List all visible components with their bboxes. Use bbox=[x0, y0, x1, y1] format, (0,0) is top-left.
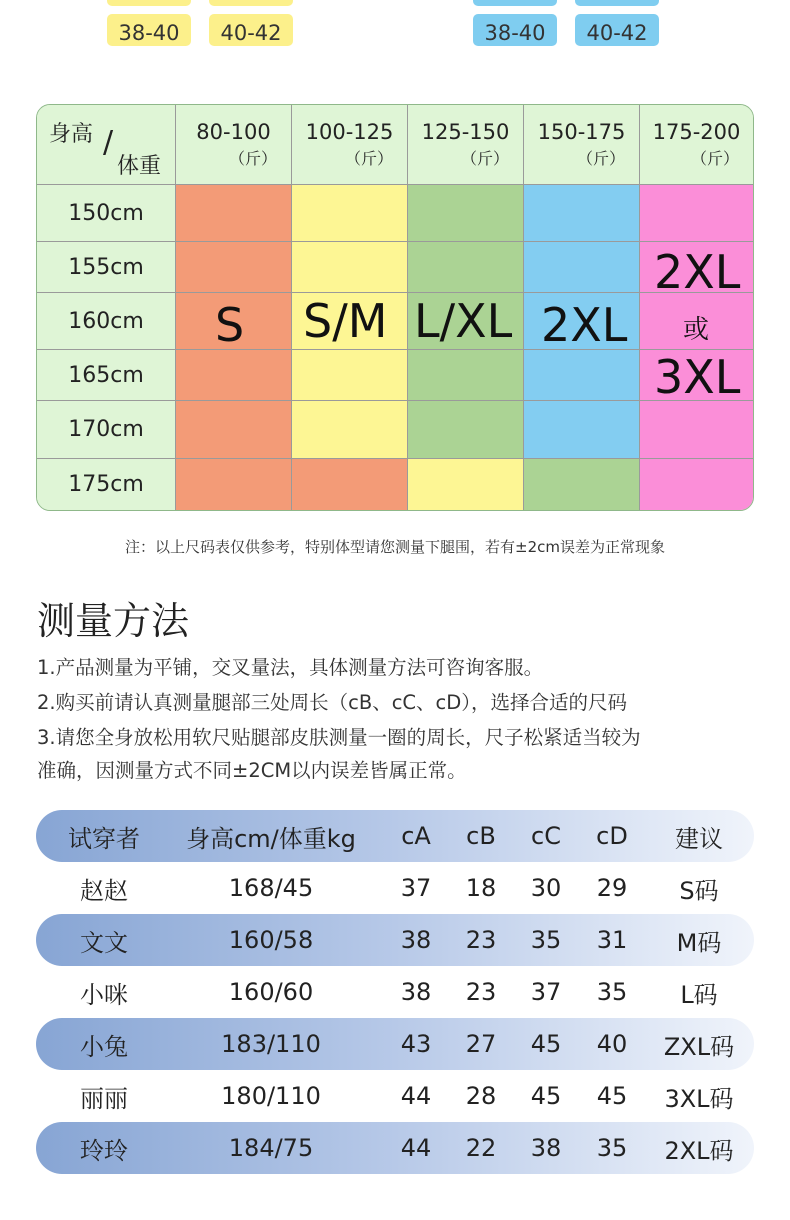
size-cell bbox=[524, 350, 640, 401]
size-label-sm: S/M bbox=[303, 294, 388, 348]
size-label-lxl: L/XL bbox=[414, 294, 513, 348]
weight-unit: （斤） bbox=[228, 149, 277, 168]
column-header: cC bbox=[531, 822, 561, 850]
measure-cb: 27 bbox=[465, 1030, 497, 1058]
height-weight: 184/75 bbox=[228, 1134, 314, 1162]
size-cell bbox=[524, 185, 640, 242]
measure-cb: 23 bbox=[465, 978, 497, 1006]
table-row bbox=[36, 862, 754, 914]
height-cell: 150cm bbox=[37, 185, 176, 242]
column-header: 试穿者 bbox=[68, 824, 140, 853]
size-tag bbox=[575, 0, 659, 6]
method-line: 准确，因测量方式不同±2CM以内误差皆属正常。 bbox=[37, 759, 467, 782]
weight-range: 100-125 bbox=[305, 120, 394, 144]
measure-cc: 35 bbox=[530, 926, 562, 954]
column-header: 身高cm/体重kg bbox=[186, 824, 356, 853]
size-cell bbox=[524, 459, 640, 510]
measure-ca: 38 bbox=[400, 978, 432, 1006]
weight-header bbox=[176, 105, 292, 185]
tester-name: 丽丽 bbox=[80, 1084, 128, 1113]
size-label-or: 或 bbox=[683, 315, 710, 345]
size-cell bbox=[408, 185, 524, 242]
suggested-size: L码 bbox=[680, 980, 718, 1009]
measure-cb: 23 bbox=[465, 926, 497, 954]
measure-ca: 44 bbox=[400, 1082, 432, 1110]
measure-cd: 40 bbox=[596, 1030, 628, 1058]
measure-ca: 38 bbox=[400, 926, 432, 954]
size-cell bbox=[176, 185, 292, 242]
tester-name: 小兔 bbox=[80, 1032, 128, 1061]
weight-header bbox=[524, 105, 640, 185]
size-chart bbox=[36, 104, 754, 511]
suggested-size: ZXL码 bbox=[663, 1032, 735, 1061]
weight-unit: （斤） bbox=[576, 149, 625, 168]
size-tag bbox=[473, 0, 557, 6]
weight-unit: （斤） bbox=[344, 149, 393, 168]
size-label-2xl: 2XL bbox=[541, 298, 628, 352]
size-tag: 38-40 bbox=[473, 14, 557, 46]
measure-cc: 37 bbox=[530, 978, 562, 1006]
method-line: 2.购买前请认真测量腿部三处周长（cB、cC、cD），选择合适的尺码 bbox=[37, 691, 628, 714]
size-cell bbox=[524, 242, 640, 293]
measure-cd: 35 bbox=[596, 978, 628, 1006]
weight-header bbox=[408, 105, 524, 185]
height-weight: 183/110 bbox=[221, 1030, 321, 1058]
weight-unit: （斤） bbox=[460, 149, 509, 168]
size-label-3xl: 3XL bbox=[654, 350, 741, 404]
table-row bbox=[36, 1018, 754, 1070]
size-cell bbox=[408, 459, 524, 510]
size-cell bbox=[176, 350, 292, 401]
table-row bbox=[36, 1070, 754, 1122]
column-header: 建议 bbox=[675, 824, 723, 853]
height-weight: 160/58 bbox=[228, 926, 314, 954]
size-cell bbox=[640, 459, 753, 510]
table-row bbox=[36, 966, 754, 1018]
tester-name: 文文 bbox=[80, 928, 128, 957]
method-line: 1.产品测量为平铺，交叉量法，具体测量方法可咨询客服。 bbox=[37, 656, 544, 679]
section-title: 测量方法 bbox=[37, 599, 190, 643]
weight-unit: （斤） bbox=[690, 149, 739, 168]
suggested-size: S码 bbox=[679, 876, 719, 905]
size-tag: 40-42 bbox=[209, 14, 293, 46]
column-header: cA bbox=[401, 822, 431, 850]
size-label-2xl-pink: 2XL bbox=[654, 245, 741, 299]
size-cell bbox=[292, 242, 408, 293]
height-cell: 165cm bbox=[37, 350, 176, 401]
height-cell: 170cm bbox=[37, 401, 176, 459]
height-label: 身高 bbox=[49, 122, 94, 147]
size-cell bbox=[640, 401, 753, 459]
tester-name: 小咪 bbox=[80, 980, 128, 1009]
measure-ca: 37 bbox=[400, 874, 432, 902]
size-cell bbox=[176, 242, 292, 293]
height-weight: 168/45 bbox=[228, 874, 314, 902]
measure-cd: 29 bbox=[596, 874, 628, 902]
measure-cb: 22 bbox=[465, 1134, 497, 1162]
corner-header bbox=[37, 105, 176, 185]
weight-header bbox=[640, 105, 753, 185]
measure-cc: 30 bbox=[530, 874, 562, 902]
size-cell bbox=[408, 401, 524, 459]
size-tag: 40-42 bbox=[575, 14, 659, 46]
height-cell: 160cm bbox=[37, 293, 176, 350]
trial-table bbox=[36, 810, 754, 1174]
weight-label: 体重 bbox=[117, 154, 162, 179]
size-cell bbox=[292, 350, 408, 401]
tester-name: 赵赵 bbox=[80, 876, 128, 905]
method-line: 3.请您全身放松用软尺贴腿部皮肤测量一圈的周长，尺子松紧适当较为 bbox=[37, 726, 641, 749]
suggested-size: 3XL码 bbox=[664, 1084, 734, 1113]
measure-cb: 18 bbox=[465, 874, 497, 902]
weight-range: 80-100 bbox=[196, 120, 271, 144]
column-header: cD bbox=[596, 822, 628, 850]
weight-range: 125-150 bbox=[421, 120, 510, 144]
suggested-size: 2XL码 bbox=[664, 1136, 734, 1165]
height-weight: 180/110 bbox=[221, 1082, 321, 1110]
weight-header bbox=[292, 105, 408, 185]
size-cell bbox=[292, 185, 408, 242]
measure-cd: 35 bbox=[596, 1134, 628, 1162]
measure-cd: 31 bbox=[596, 926, 628, 954]
measure-cd: 45 bbox=[596, 1082, 628, 1110]
suggested-size: M码 bbox=[676, 928, 722, 957]
height-cell: 175cm bbox=[37, 459, 176, 510]
size-cell bbox=[292, 459, 408, 510]
size-cell bbox=[176, 401, 292, 459]
size-cell bbox=[640, 185, 753, 242]
size-cell bbox=[524, 401, 640, 459]
weight-range: 175-200 bbox=[652, 120, 741, 144]
column-header: cB bbox=[466, 822, 496, 850]
size-tag bbox=[209, 0, 293, 6]
corner-slash: / bbox=[103, 125, 114, 160]
measure-ca: 44 bbox=[400, 1134, 432, 1162]
measure-cb: 28 bbox=[465, 1082, 497, 1110]
measure-ca: 43 bbox=[400, 1030, 432, 1058]
size-tag: 38-40 bbox=[107, 14, 191, 46]
measure-cc: 45 bbox=[530, 1030, 562, 1058]
height-weight: 160/60 bbox=[228, 978, 314, 1006]
size-note: 注：以上尺码表仅供参考，特别体型请您测量下腿围，若有±2cm误差为正常现象 bbox=[125, 538, 665, 556]
weight-range: 150-175 bbox=[537, 120, 626, 144]
size-cell bbox=[408, 242, 524, 293]
size-label-s: S bbox=[215, 298, 245, 352]
tester-name: 玲玲 bbox=[80, 1136, 128, 1165]
size-cell bbox=[176, 459, 292, 510]
table-row bbox=[36, 914, 754, 966]
table-row bbox=[36, 1122, 754, 1174]
size-tag bbox=[107, 0, 191, 6]
size-cell bbox=[292, 401, 408, 459]
table-header bbox=[36, 810, 754, 862]
measure-cc: 38 bbox=[530, 1134, 562, 1162]
size-cell bbox=[408, 350, 524, 401]
measure-cc: 45 bbox=[530, 1082, 562, 1110]
height-cell: 155cm bbox=[37, 242, 176, 293]
